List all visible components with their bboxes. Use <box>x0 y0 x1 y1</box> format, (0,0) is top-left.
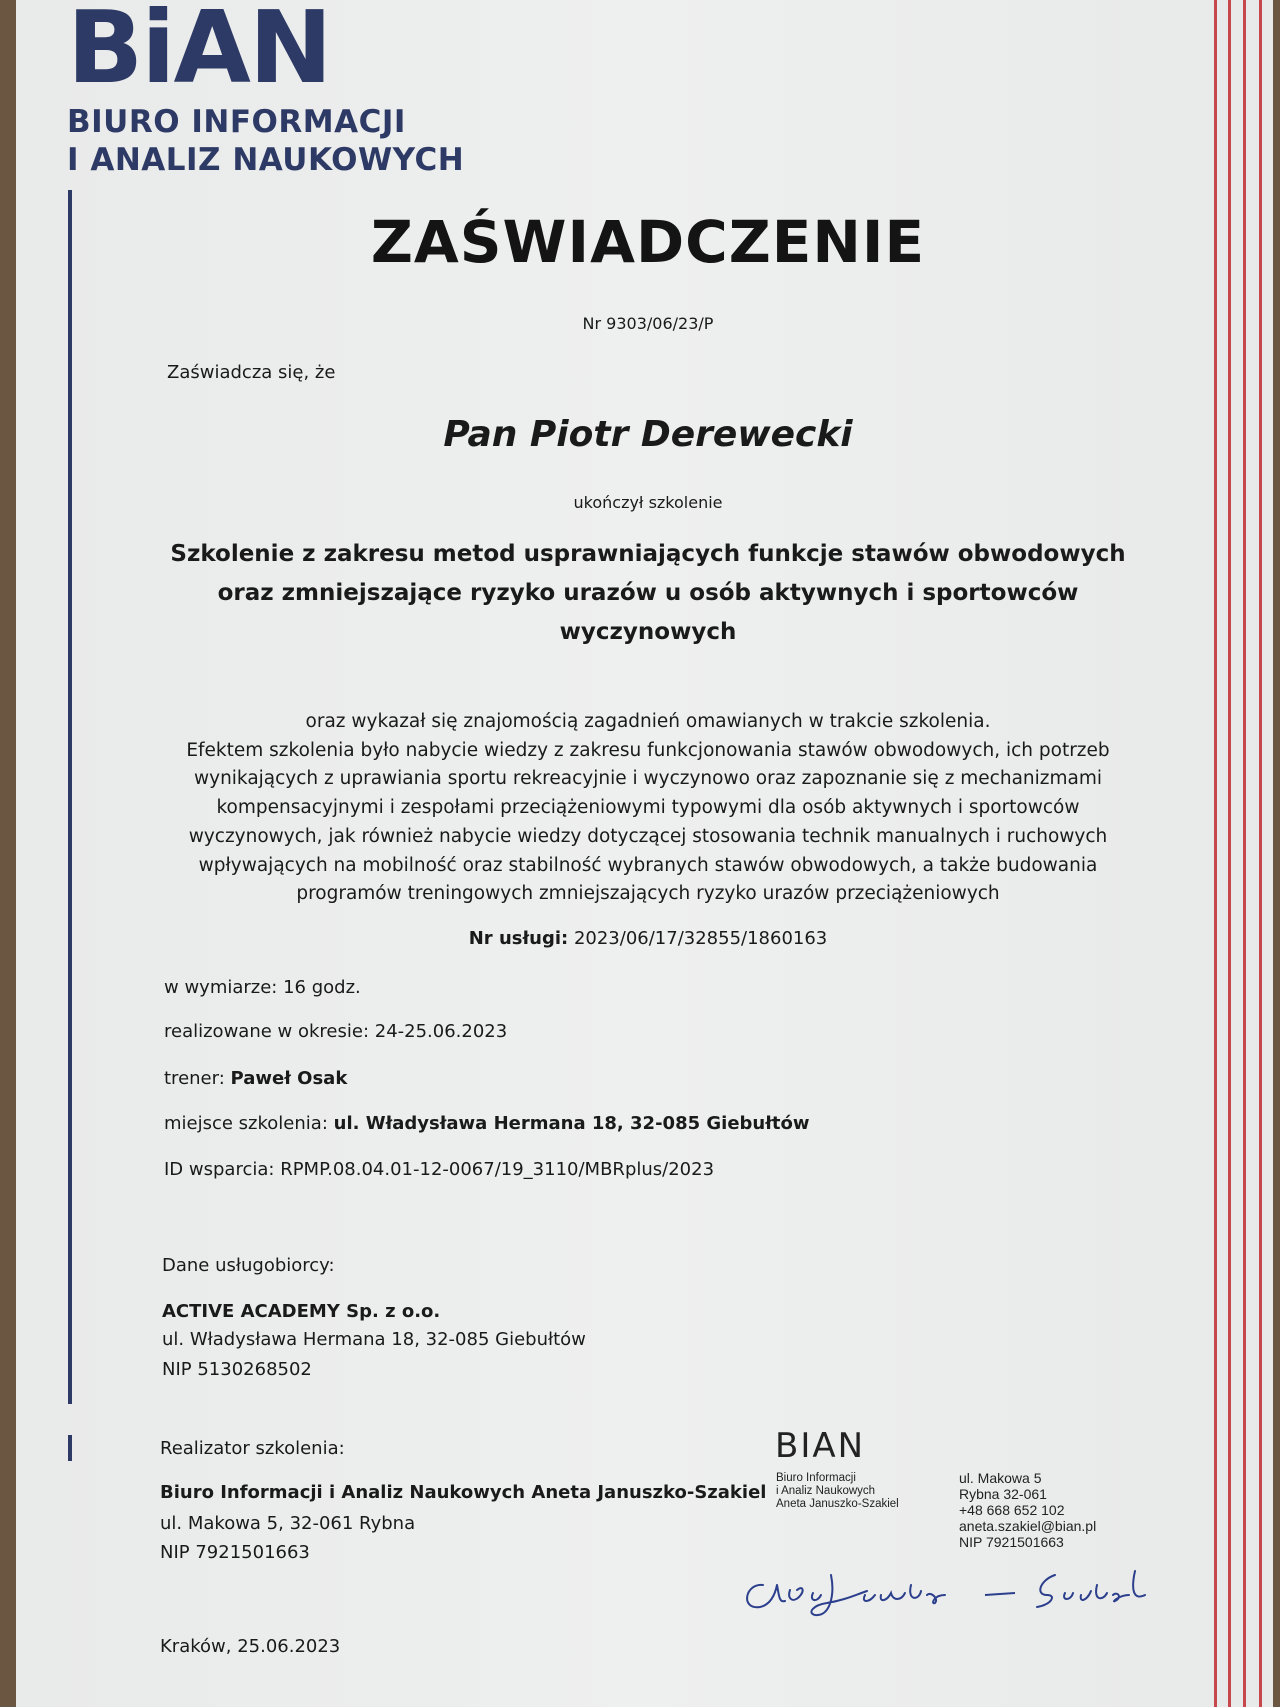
handwritten-signature <box>735 1555 1155 1635</box>
detail-value: RPMP.08.04.01-12-0067/19_3110/MBRplus/2023 <box>280 1159 715 1180</box>
provider-nip: NIP 7921501663 <box>160 1542 310 1563</box>
detail-value: 24-25.06.2023 <box>374 1021 508 1042</box>
client-name: ACTIVE ACADEMY Sp. z o.o. <box>162 1301 441 1322</box>
detail-period <box>164 1021 507 1042</box>
left-accent-line <box>68 1435 72 1461</box>
provider-name: Biuro Informacji i Analiz Naukowych Aneta Januszko-Szakiel <box>160 1482 767 1503</box>
org-name-line2: I ANALIZ NAUKOWYCH <box>67 142 465 178</box>
course-title <box>0 535 1280 652</box>
description-line: wpływających na mobilność oraz stabilność wybranych stawów obwodowych, a także budowania <box>198 854 1098 876</box>
course-title-line: wyczynowych <box>559 619 737 645</box>
description-line: kompensacyjnymi i zespołami przeciążeniowymi typowymi dla osób aktywnych i sportowców <box>216 797 1080 819</box>
course-description <box>0 708 1280 909</box>
stamp-line: Aneta Januszko-Szakiel <box>776 1498 899 1510</box>
course-title-line: Szkolenie z zakresu metod usprawniających funkcje stawów obwodowych <box>170 541 1126 567</box>
certificate-number: Nr 9303/06/23/P <box>582 314 714 333</box>
recipient-name: Pan Piotr Derewecki <box>443 414 853 455</box>
detail-trainer <box>164 1068 347 1089</box>
description-line: Efektem szkolenia było nabycie wiedzy z zakresu funkcjonowania stawów obwodowych, ich potrzeb <box>186 739 1110 761</box>
detail-value: ul. Władysława Hermana 18, 32-085 Giebułtów <box>333 1113 810 1134</box>
detail-label: realizowane w okresie: <box>164 1021 370 1042</box>
description-line: oraz wykazał się znajomością zagadnień omawianych w trakcie szkolenia. <box>305 711 991 732</box>
stamp-line: Biuro Informacji <box>776 1472 856 1484</box>
detail-label: trener: <box>164 1068 225 1089</box>
completed-text: ukończył szkolenie <box>573 493 723 512</box>
place-date: Kraków, 25.06.2023 <box>160 1636 341 1657</box>
document-title: ZAŚWIADCZENIE <box>370 208 926 276</box>
service-number-label: Nr usługi: <box>468 928 569 949</box>
client-address: ul. Władysława Hermana 18, 32-085 Giebułtów <box>162 1329 586 1350</box>
stamp-address <box>959 1470 1096 1550</box>
provider-heading: Realizator szkolenia: <box>160 1438 345 1459</box>
stamp-line: ul. Makowa 5 <box>959 1470 1042 1486</box>
service-number-value: 2023/06/17/32855/1860163 <box>573 928 828 949</box>
detail-label: w wymiarze: <box>164 977 278 998</box>
detail-support-id <box>164 1159 714 1180</box>
stamp-line: NIP 7921501663 <box>959 1534 1064 1550</box>
client-heading: Dane usługobiorcy: <box>162 1255 335 1276</box>
service-number <box>0 928 1280 949</box>
detail-label: miejsce szkolenia: <box>164 1113 328 1134</box>
description-line: wyczynowych, jak również nabycie wiedzy dotyczącej stosowania technik manualnych i ruchowych <box>188 825 1108 847</box>
client-nip: NIP 5130268502 <box>162 1359 312 1380</box>
stamp-line: Rybna 32-061 <box>959 1486 1047 1502</box>
detail-label: ID wsparcia: <box>164 1159 275 1180</box>
detail-value: 16 godz. <box>283 977 361 998</box>
description-line: programów treningowych zmniejszających ryzyko urazów przeciążeniowych <box>296 883 1000 905</box>
detail-value: Paweł Osak <box>230 1068 348 1089</box>
stamp-logo: BIAN <box>775 1426 866 1466</box>
stamp-name <box>776 1472 899 1511</box>
description-line: wynikających z uprawiania sportu rekreacyjnie i wyczynowo oraz zapoznanie się z mechanizmami <box>193 768 1103 790</box>
detail-duration <box>164 977 361 998</box>
intro-text: Zaświadcza się, że <box>167 362 336 383</box>
stamp-line: +48 668 652 102 <box>959 1502 1065 1518</box>
course-title-line: oraz zmniejszające ryzyko urazów u osób aktywnych i sportowców <box>217 580 1079 606</box>
detail-location <box>164 1113 810 1134</box>
provider-address: ul. Makowa 5, 32-061 Rybna <box>160 1513 416 1534</box>
stamp-line: i Analiz Naukowych <box>776 1485 876 1497</box>
bian-logo: BiAN <box>67 0 331 106</box>
org-name-line1: BIURO INFORMACJI <box>67 104 406 140</box>
stamp-line: aneta.szakiel@bian.pl <box>959 1518 1097 1534</box>
